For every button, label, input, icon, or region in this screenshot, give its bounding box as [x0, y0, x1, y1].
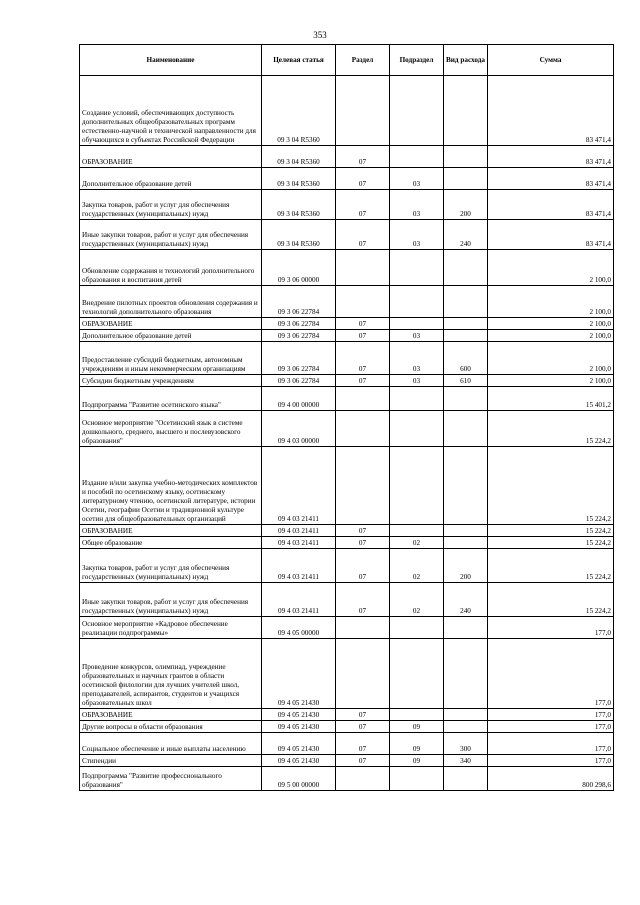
row-subsection: 03	[390, 330, 444, 342]
row-section	[336, 767, 390, 791]
row-subsection: 03	[390, 375, 444, 387]
row-section: 07	[336, 733, 390, 755]
row-target-article: 09 3 04 R5360	[262, 76, 336, 146]
row-section: 07	[336, 318, 390, 330]
row-amount: 83 471,4	[488, 220, 614, 250]
row-target-article: 09 3 04 R5360	[262, 146, 336, 168]
row-expense-type	[444, 537, 488, 549]
table-row	[80, 583, 614, 617]
row-subsection	[390, 76, 444, 146]
row-subsection	[390, 639, 444, 709]
row-name: Проведение конкурсов, олимпиад, учреждение образовательных и научных грантов в области осетинской филологии для лучших учителей школ, преподавателей, аспирантов, студентов и учащихся образовательных школ	[80, 639, 262, 709]
row-expense-type	[444, 146, 488, 168]
row-name: Другие вопросы в области образования	[80, 721, 262, 733]
row-amount: 15 224,2	[488, 583, 614, 617]
row-section	[336, 411, 390, 447]
row-name: Предоставление субсидий бюджетным, автономным учреждениям и иным некоммерческим организациям	[80, 342, 262, 375]
row-section	[336, 447, 390, 525]
row-expense-type	[444, 76, 488, 146]
row-subsection	[390, 387, 444, 411]
row-section: 07	[336, 537, 390, 549]
row-name: Иные закупки товаров, работ и услуг для обеспечения государственных (муниципальных) нужд	[80, 220, 262, 250]
table-row	[80, 190, 614, 220]
row-target-article: 09 4 05 00000	[262, 617, 336, 639]
header-subsection: Подраздел	[390, 45, 444, 76]
table-row	[80, 617, 614, 639]
row-target-article: 09 4 03 21411	[262, 537, 336, 549]
row-section: 07	[336, 146, 390, 168]
row-name: Внедрение пилотных проектов обновления содержания и технологий дополнительного образования	[80, 286, 262, 318]
row-section: 07	[336, 190, 390, 220]
row-subsection	[390, 146, 444, 168]
row-expense-type: 610	[444, 375, 488, 387]
row-section	[336, 76, 390, 146]
row-target-article: 09 3 06 22784	[262, 330, 336, 342]
row-subsection	[390, 617, 444, 639]
row-amount: 15 224,2	[488, 447, 614, 525]
row-expense-type	[444, 318, 488, 330]
row-subsection: 02	[390, 549, 444, 583]
row-name: ОБРАЗОВАНИЕ	[80, 318, 262, 330]
row-name: Стипендии	[80, 755, 262, 767]
row-section	[336, 387, 390, 411]
header-target-article: Целевая статья	[262, 45, 336, 76]
row-amount: 177,0	[488, 755, 614, 767]
row-amount: 15 224,2	[488, 525, 614, 537]
row-name: Субсидии бюджетным учреждениям	[80, 375, 262, 387]
row-target-article: 09 4 05 21430	[262, 733, 336, 755]
row-expense-type	[444, 525, 488, 537]
row-amount: 83 471,4	[488, 146, 614, 168]
row-name: Социальное обеспечение и иные выплаты населению	[80, 733, 262, 755]
row-subsection	[390, 767, 444, 791]
row-target-article: 09 3 06 22784	[262, 342, 336, 375]
header-expense-type: Вид расхода	[444, 45, 488, 76]
row-section: 07	[336, 549, 390, 583]
row-name: Общее образование	[80, 537, 262, 549]
table-row	[80, 411, 614, 447]
row-amount: 177,0	[488, 721, 614, 733]
row-section: 07	[336, 220, 390, 250]
row-expense-type	[444, 447, 488, 525]
row-expense-type	[444, 709, 488, 721]
row-expense-type	[444, 639, 488, 709]
row-section: 07	[336, 375, 390, 387]
row-expense-type: 340	[444, 755, 488, 767]
row-amount: 177,0	[488, 709, 614, 721]
row-section: 07	[336, 525, 390, 537]
row-expense-type	[444, 411, 488, 447]
row-amount: 800 298,6	[488, 767, 614, 791]
table-row	[80, 537, 614, 549]
table-row	[80, 330, 614, 342]
table-row	[80, 250, 614, 286]
row-expense-type: 600	[444, 342, 488, 375]
row-subsection	[390, 525, 444, 537]
row-section	[336, 639, 390, 709]
row-expense-type	[444, 767, 488, 791]
table-row	[80, 342, 614, 375]
row-subsection	[390, 318, 444, 330]
row-amount: 15 401,2	[488, 387, 614, 411]
row-section	[336, 617, 390, 639]
row-expense-type	[444, 330, 488, 342]
row-expense-type	[444, 617, 488, 639]
table-row	[80, 318, 614, 330]
row-name: Закупка товаров, работ и услуг для обеспечения государственных (муниципальных) нужд	[80, 549, 262, 583]
row-target-article: 09 4 03 00000	[262, 411, 336, 447]
row-subsection	[390, 411, 444, 447]
row-amount: 2 100,0	[488, 375, 614, 387]
row-name: ОБРАЗОВАНИЕ	[80, 525, 262, 537]
row-subsection	[390, 447, 444, 525]
row-name: Обновление содержания и технологий дополнительного образования и воспитания детей	[80, 250, 262, 286]
table-row	[80, 286, 614, 318]
row-name: Иные закупки товаров, работ и услуг для обеспечения государственных (муниципальных) нужд	[80, 583, 262, 617]
row-target-article: 09 3 06 22784	[262, 286, 336, 318]
row-section: 07	[336, 342, 390, 375]
row-subsection: 02	[390, 537, 444, 549]
table-row	[80, 447, 614, 525]
row-name: Дополнительное образование детей	[80, 330, 262, 342]
row-target-article: 09 4 03 21411	[262, 583, 336, 617]
row-name: ОБРАЗОВАНИЕ	[80, 146, 262, 168]
row-amount: 83 471,4	[488, 168, 614, 190]
row-amount: 177,0	[488, 639, 614, 709]
header-amount: Сумма	[488, 45, 614, 76]
row-target-article: 09 4 05 21430	[262, 721, 336, 733]
row-amount: 2 100,0	[488, 342, 614, 375]
table-row	[80, 721, 614, 733]
row-subsection	[390, 250, 444, 286]
row-section: 07	[336, 583, 390, 617]
row-target-article: 09 3 04 R5360	[262, 220, 336, 250]
table-row	[80, 549, 614, 583]
row-target-article: 09 3 06 22784	[262, 375, 336, 387]
row-target-article: 09 3 06 00000	[262, 250, 336, 286]
row-amount: 177,0	[488, 617, 614, 639]
row-section	[336, 286, 390, 318]
row-subsection: 03	[390, 190, 444, 220]
row-subsection	[390, 709, 444, 721]
row-expense-type	[444, 168, 488, 190]
row-target-article: 09 4 03 21411	[262, 525, 336, 537]
row-expense-type	[444, 387, 488, 411]
table-row	[80, 709, 614, 721]
row-section: 07	[336, 168, 390, 190]
table-row	[80, 220, 614, 250]
row-section: 07	[336, 721, 390, 733]
row-expense-type	[444, 286, 488, 318]
row-subsection: 09	[390, 721, 444, 733]
table-row	[80, 168, 614, 190]
row-name: Издание и/или закупка учебно-методических комплектов и пособий по осетинскому языку, осетинскому литературному чтению, осетинской литературе, истории Осетии, географии Осетии и традиционной культуре осетин для общеобразовательных организаций	[80, 447, 262, 525]
row-name: ОБРАЗОВАНИЕ	[80, 709, 262, 721]
row-expense-type	[444, 250, 488, 286]
table-row	[80, 375, 614, 387]
header-name: Наименование	[80, 45, 262, 76]
table-row	[80, 146, 614, 168]
row-target-article: 09 3 06 22784	[262, 318, 336, 330]
header-section: Раздел	[336, 45, 390, 76]
row-subsection: 09	[390, 755, 444, 767]
row-target-article: 09 4 03 21411	[262, 447, 336, 525]
row-target-article: 09 3 04 R5360	[262, 190, 336, 220]
table-row	[80, 76, 614, 146]
row-target-article: 09 4 00 00000	[262, 387, 336, 411]
row-subsection: 09	[390, 733, 444, 755]
row-subsection	[390, 286, 444, 318]
row-expense-type: 200	[444, 190, 488, 220]
row-section: 07	[336, 709, 390, 721]
table-row	[80, 767, 614, 791]
row-subsection: 03	[390, 220, 444, 250]
row-target-article: 09 5 00 00000	[262, 767, 336, 791]
table-row	[80, 387, 614, 411]
row-expense-type: 240	[444, 583, 488, 617]
row-amount: 2 100,0	[488, 330, 614, 342]
row-name: Основное мероприятие «Кадровое обеспечение реализации подпрограммы»	[80, 617, 262, 639]
row-target-article: 09 4 03 21411	[262, 549, 336, 583]
row-expense-type: 200	[444, 549, 488, 583]
page-number: 353	[313, 30, 327, 40]
row-amount: 15 224,2	[488, 537, 614, 549]
row-subsection: 02	[390, 583, 444, 617]
row-target-article: 09 4 05 21430	[262, 639, 336, 709]
row-subsection: 03	[390, 342, 444, 375]
row-expense-type	[444, 721, 488, 733]
table-header-row	[80, 45, 614, 76]
row-amount: 83 471,4	[488, 190, 614, 220]
row-target-article: 09 4 05 21430	[262, 709, 336, 721]
row-name: Закупка товаров, работ и услуг для обеспечения государственных (муниципальных) нужд	[80, 190, 262, 220]
table-row	[80, 733, 614, 755]
row-expense-type: 300	[444, 733, 488, 755]
row-amount: 177,0	[488, 733, 614, 755]
row-target-article: 09 3 04 R5360	[262, 168, 336, 190]
table-row	[80, 639, 614, 709]
table-row	[80, 525, 614, 537]
row-section: 07	[336, 755, 390, 767]
row-section	[336, 250, 390, 286]
row-subsection: 03	[390, 168, 444, 190]
row-expense-type: 240	[444, 220, 488, 250]
row-amount: 15 224,2	[488, 549, 614, 583]
table-body	[80, 76, 614, 791]
row-name: Основное мероприятие "Осетинский язык в системе дошкольного, среднего, высшего и послевузовского образования"	[80, 411, 262, 447]
row-amount: 83 471,4	[488, 76, 614, 146]
row-amount: 15 224,2	[488, 411, 614, 447]
row-amount: 2 100,0	[488, 250, 614, 286]
row-amount: 2 100,0	[488, 286, 614, 318]
row-name: Создание условий, обеспечивающих доступность дополнительных общеобразовательных программ естественно-научной и технической направленности для обучающихся в субъектах Российской Федерации	[80, 76, 262, 146]
row-section: 07	[336, 330, 390, 342]
budget-table	[79, 44, 614, 791]
row-name: Подпрограмма "Развитие профессионального образования"	[80, 767, 262, 791]
table-row	[80, 755, 614, 767]
row-amount: 2 100,0	[488, 318, 614, 330]
row-name: Дополнительное образование детей	[80, 168, 262, 190]
row-target-article: 09 4 05 21430	[262, 755, 336, 767]
row-name: Подпрограмма "Развитие осетинского языка"	[80, 387, 262, 411]
